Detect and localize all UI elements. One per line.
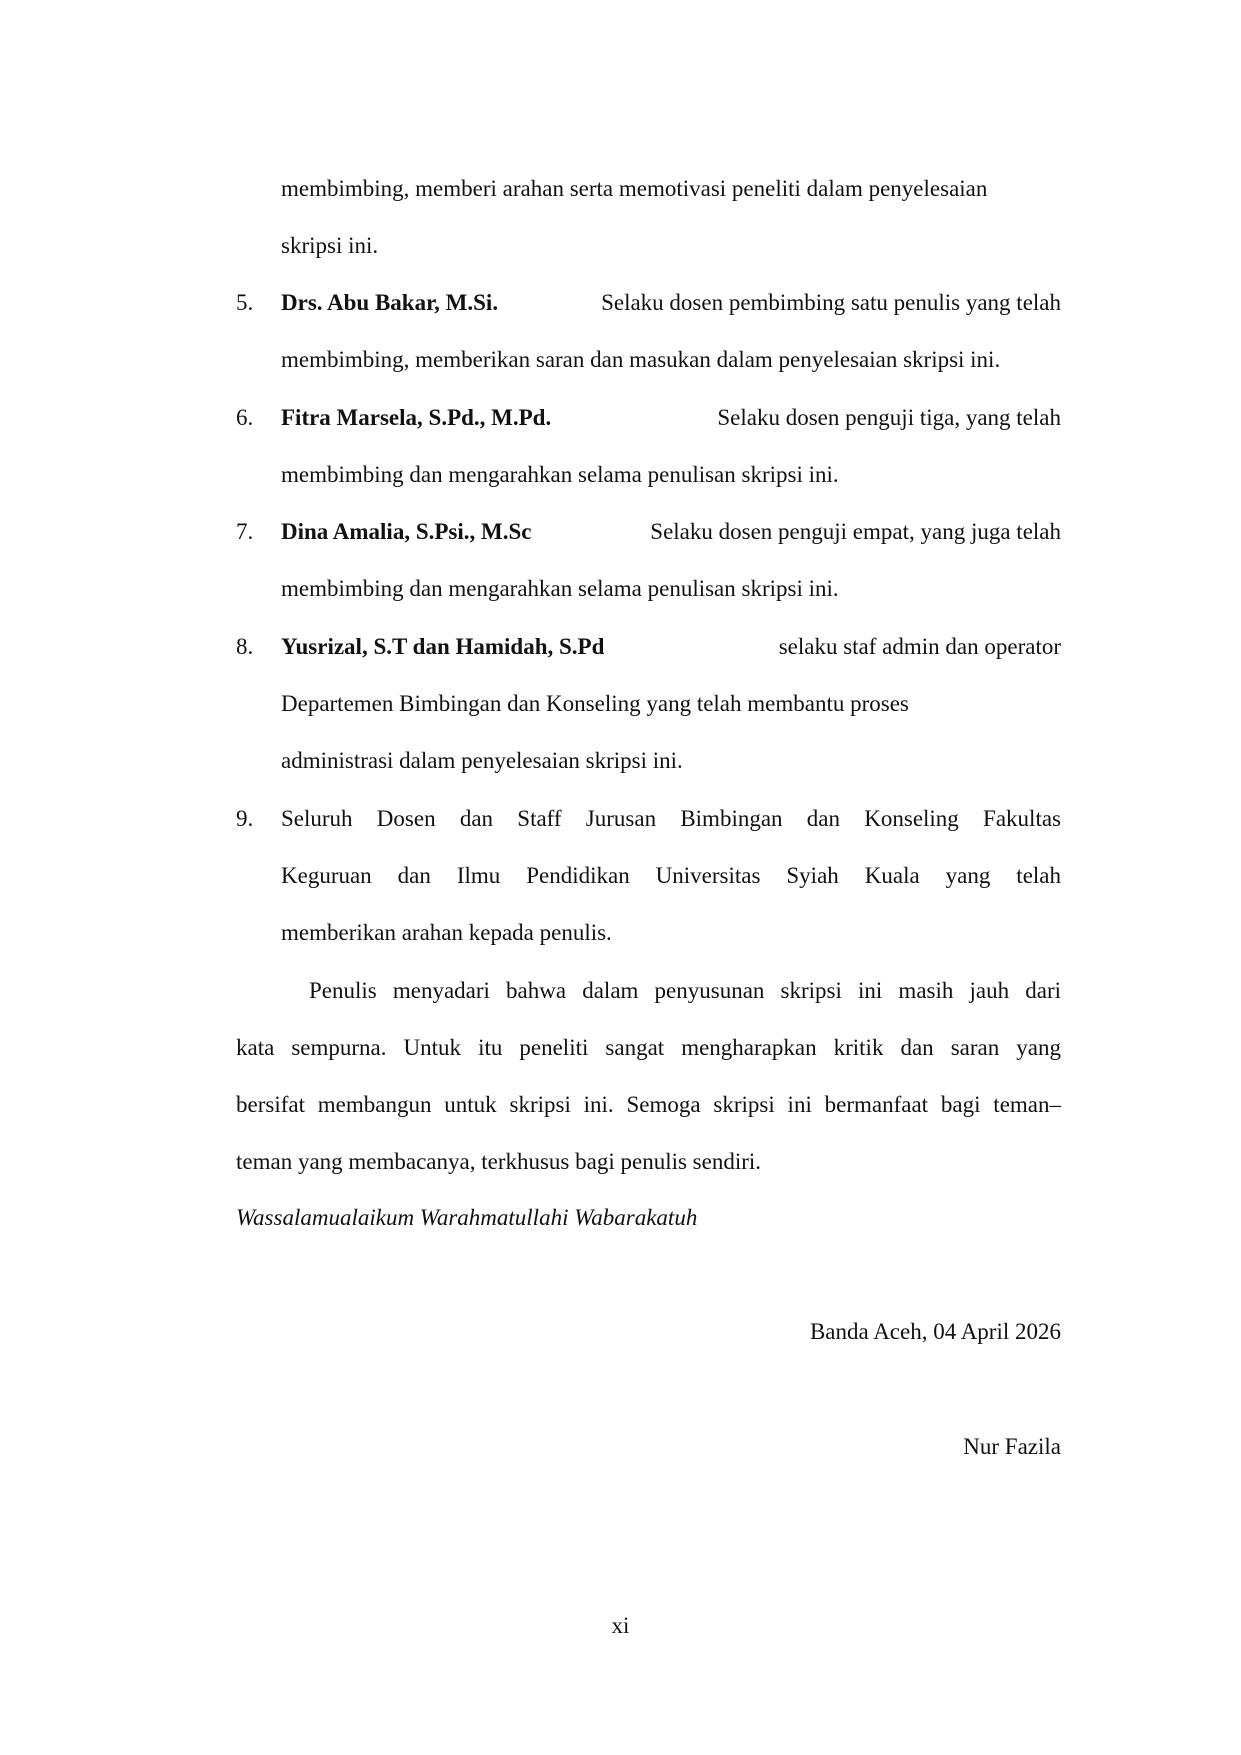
author-name: Nur Fazila bbox=[963, 1434, 1061, 1459]
continued-line-1 bbox=[281, 174, 1061, 204]
closing-line-3: bersifat membangun untuk skripsi ini. Semoga skripsi ini bermanfaat bagi teman– bbox=[236, 1092, 1061, 1117]
list-item-5-line-1 bbox=[281, 288, 1061, 318]
continued-line-2: skripsi ini. bbox=[281, 233, 379, 258]
list-item-9-line-2: Keguruan dan Ilmu Pendidikan Universitas Syiah Kuala yang telah bbox=[281, 863, 1061, 888]
list-item-5-rest: Selaku dosen pembimbing satu penulis yang telah bbox=[601, 290, 1061, 315]
page-number: xi bbox=[611, 1613, 630, 1638]
list-number-6: 6. bbox=[236, 405, 254, 430]
closing-salutation: Wassalamualaikum Warahmatullahi Wabarakatuh bbox=[236, 1205, 698, 1230]
list-item-9-line-3: memberikan arahan kepada penulis. bbox=[281, 920, 612, 945]
list-item-6-line-2: membimbing dan mengarahkan selama penulisan skripsi ini. bbox=[281, 462, 839, 487]
list-item-7-line-2: membimbing dan mengarahkan selama penulisan skripsi ini. bbox=[281, 576, 839, 601]
list-item-8-name: Yusrizal, S.T dan Hamidah, S.Pd bbox=[281, 634, 605, 659]
closing-line-2: kata sempurna. Untuk itu peneliti sangat mengharapkan kritik dan saran yang bbox=[236, 1035, 1061, 1060]
list-item-7-name: Dina Amalia, S.Psi., M.Sc bbox=[281, 519, 532, 544]
list-number-7: 7. bbox=[236, 519, 254, 544]
list-number-5: 5. bbox=[236, 290, 254, 315]
list-item-7-line-1 bbox=[281, 517, 1061, 547]
closing-line-1: Penulis menyadari bahwa dalam penyusunan skripsi ini masih jauh dari bbox=[309, 978, 1061, 1003]
list-item-5-line-2: membimbing, memberikan saran dan masukan dalam penyelesaian skripsi ini. bbox=[281, 347, 1001, 372]
closing-line-4: teman yang membacanya, terkhusus bagi penulis sendiri. bbox=[236, 1149, 762, 1174]
list-item-8-line-1 bbox=[281, 632, 1061, 662]
list-item-8-line-2: Departemen Bimbingan dan Konseling yang telah membantu proses bbox=[281, 691, 909, 716]
list-number-8: 8. bbox=[236, 634, 254, 659]
list-item-8-rest: selaku staf admin dan operator bbox=[778, 634, 1061, 659]
continued-text-1: membimbing, memberi arahan serta memotivasi peneliti dalam penyelesaian bbox=[281, 176, 988, 201]
list-item-5-name: Drs. Abu Bakar, M.Si. bbox=[281, 290, 499, 315]
list-item-9-line-1: Seluruh Dosen dan Staff Jurusan Bimbingan dan Konseling Fakultas bbox=[281, 806, 1061, 831]
list-item-6-line-1 bbox=[281, 403, 1061, 433]
list-item-6-name: Fitra Marsela, S.Pd., M.Pd. bbox=[281, 405, 552, 430]
list-item-6-rest: Selaku dosen penguji tiga, yang telah bbox=[717, 405, 1061, 430]
list-item-8-line-3: administrasi dalam penyelesaian skripsi ini. bbox=[281, 748, 683, 773]
place-date: Banda Aceh, 04 April 2026 bbox=[809, 1319, 1061, 1344]
list-item-7-rest: Selaku dosen penguji empat, yang juga telah bbox=[650, 519, 1061, 544]
list-number-9: 9. bbox=[236, 806, 254, 831]
